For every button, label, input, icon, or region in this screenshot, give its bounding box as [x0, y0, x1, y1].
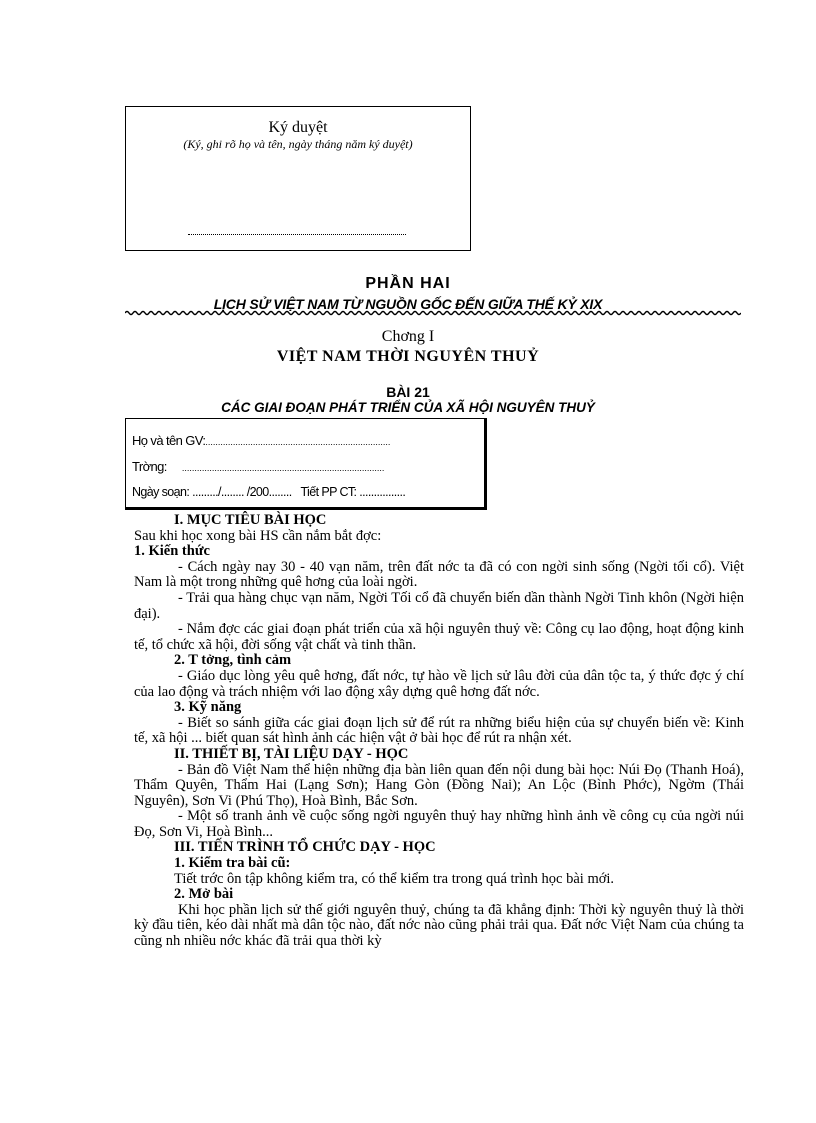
lesson-title: CÁC GIAI ĐOẠN PHÁT TRIỂN CỦA XÃ HỘI NGUYÊN THUỶ [221, 400, 595, 415]
paragraph: - Bản đồ Việt Nam thể hiện những địa bàn liên quan đến nội dung bài học: Núi Đọ (Thanh Hoá), Thẩm Quyên, Thẩm Hai (Lạng Sơn); Hang Gòn (Đồng Nai); An Lộc (Bình Phớc), Ngờm (Thái Nguyên), Sơn Vi (Phú Thọ), Hoà Bình, Bắc Sơn. [134, 761, 744, 809]
date-value: ........./........ /200........ [192, 485, 292, 499]
paragraph: - Giáo dục lòng yêu quê hơng, đất nớc, tự hào về lịch sử lâu đời của dân tộc ta, ý thức đợc ý chí của lao động và trách nhiệm với lao động xây dựng quê hơng đất nớc. [134, 667, 744, 700]
period-label: Tiết PP CT: [300, 485, 357, 499]
teacher-row [132, 433, 390, 448]
section-1-1-title: 1. Kiến thức [134, 543, 210, 560]
paragraph: - Cách ngày nay 30 - 40 vạn năm, trên đất nớc ta đã có con ngời sinh sống (Ngời tối cổ). Việt Nam là một trong những quê hơng của loài ngời. [134, 558, 744, 591]
paragraph: Tiết trớc ôn tập không kiểm tra, có thể kiểm tra trong quá trình học bài mới. [174, 870, 615, 887]
wavy-divider [125, 310, 741, 316]
approval-title: Ký duyệt [268, 119, 328, 136]
chapter-label: Chơng I [381, 328, 435, 345]
teacher-info-box [125, 418, 487, 510]
lesson-number: BÀI 21 [386, 384, 430, 400]
paragraph: Khi học phần lịch sử thế giới nguyên thuỷ, chúng ta đã khẳng định: Thời kỳ nguyên thuỷ là thời kỳ đầu tiên, kéo dài nhất mà dân tộc nào, đất nớc nào cũng phải trải qua. Đất nớc Việt Nam của chúng ta cũng nh nhiều nớc khác đã trải qua thời kỳ [134, 901, 744, 950]
teacher-label: Họ và tên GV: [132, 433, 206, 448]
paragraph: - Biết so sánh giữa các giai đoạn lịch sử để rút ra những biểu hiện của sự chuyển biến về: Kinh tế, xã hội ... biết quan sát hình ảnh các hiện vật ở bài học để rút ra nhận xét. [134, 714, 744, 747]
section-1-3-title: 3. Kỹ năng [174, 699, 242, 716]
date-label: Ngày soạn: [132, 485, 190, 499]
school-label: Trờng: [132, 459, 167, 474]
approval-subtitle: (Ký, ghi rõ họ và tên, ngày tháng năm ký duyệt) [183, 137, 413, 151]
part-subtitle: LỊCH SỬ VIỆT NAM TỪ NGUỒN GỐC ĐẾN GIỮA THẾ KỶ XIX [213, 296, 603, 312]
section-2-title: II. THIẾT BỊ, TÀI LIỆU DẠY - HỌC [174, 745, 409, 762]
section-3-1-title: 1. Kiểm tra bài cũ: [174, 855, 291, 872]
paragraph: - Nắm đợc các giai đoạn phát triển của xã hội nguyên thuỷ về: Công cụ lao động, hoạt động kinh tế, tổ chức xã hội, đời sống vật chất và tinh thần. [134, 621, 744, 653]
paragraph: - Trải qua hàng chục vạn năm, Ngời Tối cổ đã chuyển biến dần thành Ngời Tinh khôn (Ngời hiện đại). [134, 589, 744, 622]
section-1-title: I. MỤC TIÊU BÀI HỌC [174, 512, 327, 528]
signature-line [188, 234, 406, 235]
teacher-dots: .......................................................................... [205, 437, 391, 447]
section-1-2-title: 2. T tởng, tình cảm [174, 652, 292, 669]
section-3-2-title: 2. Mở bài [174, 886, 234, 903]
chapter-title: VIỆT NAM THỜI NGUYÊN THUỶ [276, 348, 540, 365]
section-3-title: III. TIẾN TRÌNH TỔ CHỨC DẠY - HỌC [174, 839, 436, 856]
section-1-intro: Sau khi học xong bài HS cần nắm bắt đợc: [134, 527, 382, 544]
approval-box [125, 106, 471, 251]
part-title: PHẦN HAI [365, 275, 451, 292]
paragraph: - Một số tranh ảnh về cuộc sống ngời nguyên thuỷ hay những hình ảnh về công cụ của ngời núi Đọ, Sơn Vi, Hoà Bình... [134, 808, 744, 840]
lesson-content [134, 513, 744, 950]
school-row [132, 459, 384, 474]
school-dots: ................................................................................. [181, 463, 385, 473]
date-row [132, 485, 405, 499]
period-dots: ................ [359, 485, 406, 499]
